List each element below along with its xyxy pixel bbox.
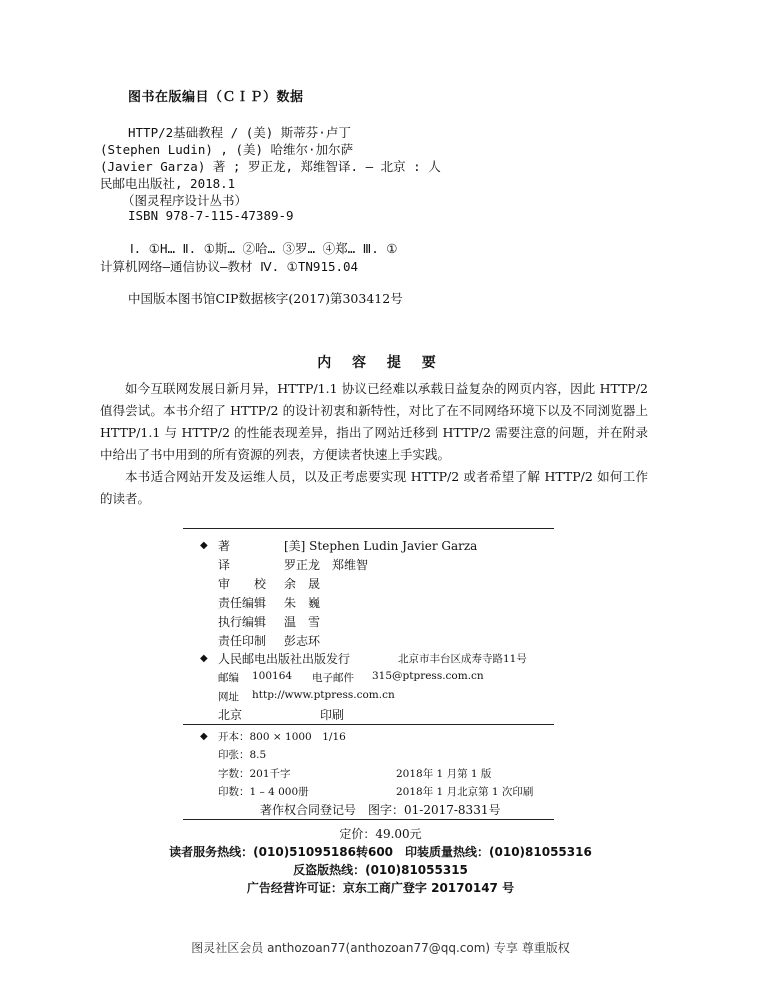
publisher-address: 北京市丰台区成寿寺路11号 — [398, 653, 527, 665]
editor-value: 朱 巍 — [284, 596, 321, 610]
cip-title: 图书在版编目（ＣＩＰ）数据 — [128, 90, 304, 105]
email: 315@ptpress.com.cn — [372, 670, 484, 682]
web-label: 网址 — [218, 691, 239, 703]
cip-line-3: (Javier Garza) 著 ; 罗正龙, 郑维智译. — 北京 : 人 — [100, 159, 441, 174]
cip-line-1: HTTP/2基础教程 / (美) 斯蒂芬·卢丁 — [128, 125, 351, 140]
format: 开本：800 × 1000 1/16 — [218, 731, 346, 743]
footer-watermark: 图灵社区会员 anthozoan77(anthozoan77@qq.com) 专享 尊重版权 — [191, 941, 570, 955]
editor-label: 责任编辑 — [218, 596, 267, 610]
cip-line-5: （图灵程序设计丛书） — [122, 193, 248, 208]
translator-value: 罗正龙 郑维智 — [284, 558, 369, 572]
exec-editor-label: 执行编辑 — [218, 615, 267, 629]
bullet-icon: ◆ — [200, 540, 208, 551]
email-label: 电子邮件 — [312, 672, 354, 684]
postcode-label: 邮编 — [218, 672, 239, 684]
cip-line-4: 民邮电出版社, 2018.1 — [100, 176, 236, 191]
bottom-divider — [183, 819, 554, 820]
summary-paragraph-2: 本书适合网站开发及运维人员，以及正考虑要实现 HTTP/2 或者希望了解 HTTP/2 如何工作的读者。 — [100, 469, 648, 506]
edition: 2018年 1 月第 1 版 — [396, 768, 492, 780]
postcode: 100164 — [252, 670, 293, 682]
copyright-registration: 著作权合同登记号 图字：01-2017-8331号 — [260, 803, 501, 817]
exec-editor-value: 温 雪 — [284, 615, 321, 629]
summary-title: 内 容 提 要 — [317, 355, 444, 371]
author-label: 著 — [218, 539, 231, 553]
bullet-icon: ◆ — [200, 653, 208, 664]
publisher: 人民邮电出版社出版发行 — [218, 652, 351, 666]
top-divider — [183, 528, 554, 529]
cip-classification-1: Ⅰ. ①H… Ⅱ. ①斯… ②哈… ③罗… ④郑… Ⅲ. ① — [130, 241, 398, 256]
author-value: [美] Stephen Ludin Javier Garza — [284, 539, 478, 553]
middle-divider — [183, 724, 554, 725]
summary-paragraph-1: 如今互联网发展日新月异，HTTP/1.1 协议已经难以承载日益复杂的网页内容，因此 HTTP/2 值得尝试。本书介绍了 HTTP/2 的设计初衷和新特性，对比了在不同网络环境下以及不同浏览器上 HTTP/1.1 与 HTTP/2 的性能表现差异，指出了网站迁移到 HTTP/2 需要注意的问题，并在附录中给出了书中用到的所有资源的列表，方便读者快速上手实践。 — [100, 381, 648, 462]
cip-line-2: (Stephen Ludin) , (美) 哈维尔·加尔萨 — [100, 142, 354, 157]
cip-classification-2: 计算机网络—通信协议—教材 Ⅳ. ①TN915.04 — [100, 259, 359, 274]
printing-label: 责任印制 — [218, 634, 267, 648]
summary-body — [100, 378, 648, 510]
service-hotline: 读者服务热线：(010)51095186转600 印装质量热线：(010)81055316 — [169, 845, 592, 859]
price: 定价：49.00元 — [339, 827, 422, 841]
print-date: 2018年 1 月北京第 1 次印刷 — [396, 786, 534, 798]
bullet-icon: ◆ — [200, 731, 208, 742]
ad-license: 广告经营许可证：京东工商广登字 20170147 号 — [246, 881, 515, 895]
printing-value: 彭志环 — [284, 634, 321, 648]
web-address: http://www.ptpress.com.cn — [252, 689, 395, 701]
word-count: 字数：201千字 — [218, 768, 291, 780]
anti-piracy-hotline: 反盗版热线：(010)81055315 — [293, 863, 468, 877]
print-label: 印刷 — [320, 708, 345, 722]
reviewer-label: 审 校 — [218, 577, 267, 591]
cip-core-record: 中国版本图书馆CIP数据核字(2017)第303412号 — [128, 291, 403, 306]
sheets: 印张：8.5 — [218, 749, 267, 761]
cip-isbn: ISBN 978-7-115-47389-9 — [128, 208, 294, 223]
reviewer-value: 余 晟 — [284, 577, 321, 591]
print-city: 北京 — [218, 708, 243, 722]
print-count: 印数：1 – 4 000册 — [218, 786, 309, 798]
translator-label: 译 — [218, 558, 231, 572]
